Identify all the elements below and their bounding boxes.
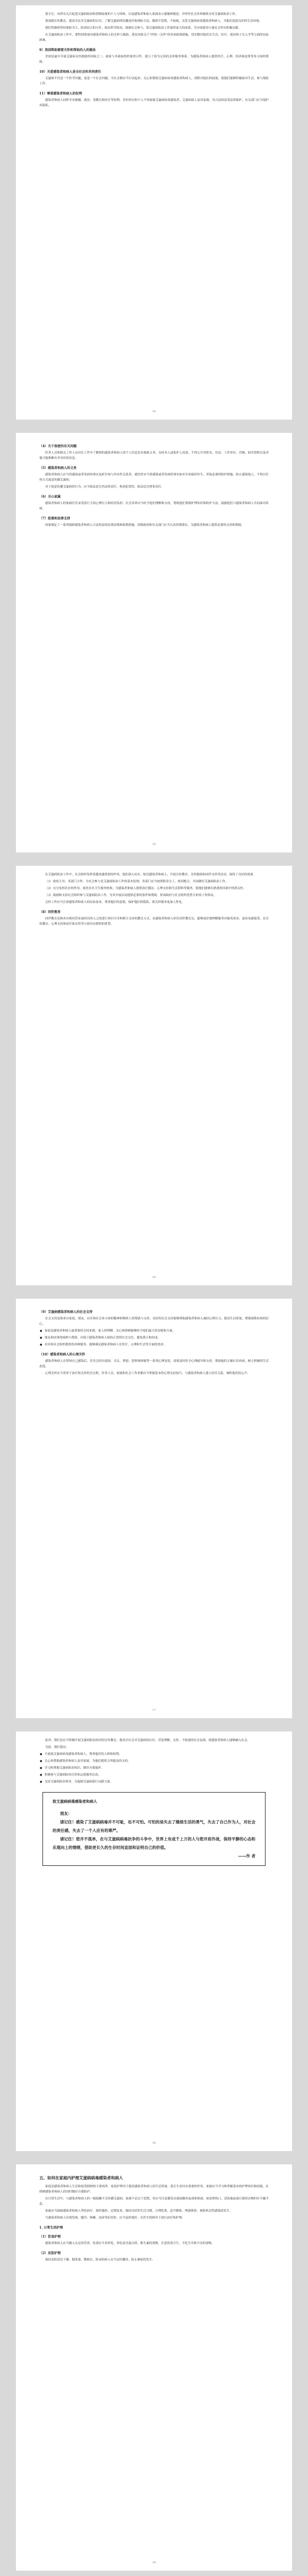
section-heading: 9）美国帮助需要关怀和帮助的人的做法 — [39, 48, 96, 52]
paragraph: 艾滋病不仅是一个医学问题，更是一个社会问题。全社会都应当行动起来，关心和帮助艾滋病病毒感染者和病人，消除对他们的歧视，使他们能够积极面对生活，参与预防工作。 — [39, 77, 269, 86]
document-page-6 — [16, 2164, 292, 2571]
bullet-item: ● 朋友和同事的接纳与帮助，有助于感染者和病人保持正常的社会交往，避免孤立和封闭。 — [39, 1335, 269, 1341]
paragraph: 要专注，向所有关注促进艾滋病防治和消除歧视的个人与团体，以及感染者和病人家属表示感谢和敬意，并呼吁社会各界继续支持艾滋病防治工作。 — [45, 13, 238, 16]
page-number: 14 — [152, 410, 156, 413]
page-number: 17 — [152, 1709, 156, 1712]
section-heading: 11）尊重感染者和病人的权利 — [39, 92, 82, 96]
bullet-item: ● 社区和社会组织提供的各种服务，能够满足感染者和病人在医疗、心理和生活等方面的需求。 — [39, 1342, 269, 1347]
paragraph: 医务人员和相关工作人员对在工作中了解到的感染者和病人的个人信息负有保密义务，未经本人或监护人同意，不得公开其姓名、住址、工作单位、肖像、病史资料以及其他可能推断出其身份的信息。 — [39, 451, 269, 460]
paragraph: 在日常生活中，与感染者和病人的一般接触不会传播艾滋病，家属不必过于恐慌，但应当注意避免直接接触其血液和体液，如处理伤口、清洗被血液污染的衣物时应当戴手套。 — [39, 2197, 269, 2206]
section-heading: （8）同伴教育 — [39, 910, 61, 914]
subsection-heading: （1）饮食护理 — [39, 2235, 61, 2239]
paragraph: 感染者和病人同样享有婚姻、就业、受教育和医疗等权利。任何单位和个人不得歧视艾滋病病毒感染者、艾滋病病人及其家属，其合法权益受法律保护，有关部门应当保护其隐私。 — [39, 99, 269, 107]
paragraph: 心理关怀应当贯穿于治疗和关怀的全过程，医务人员、家属和社会工作者都应当掌握基本的心理支持技巧，与感染者和病人建立信任关系，倾听他们的心声。 — [45, 1372, 250, 1375]
letter-title: 致艾滋病病毒感染者和病人 — [53, 1799, 97, 1804]
paragraph: 在艾滋病防治工作中，要特别重视对感染者和病人的关怀与救助，落实国家关于"四免一关怀"的各项政策措施，切实解决他们在生活、医疗、就业和子女入学等方面的实际困难。 — [39, 33, 269, 42]
paragraph: 感染者和病人的家属往往承受着巨大的心理压力和经济负担，社会各界应当给予他们理解和支持，帮助他们掌握护理知识和防护方法，鼓励他们与感染者和病人共同面对疾病。 — [39, 502, 269, 510]
paragraph: 当感染者和病人出现发热、腹泻、咳嗽、皮疹等症状时，应当及时就医，在医生的指导下进行治疗和护理。 — [45, 2216, 185, 2220]
document-page-1 — [16, 5, 292, 420]
bullet-item: ● 关心和帮助感染者和病人及其家属，为他们提供力所能及的支持。 — [39, 1759, 269, 1764]
bullet-item: ● 支持艾滋病防治事业，为遏制艾滋病流行贡献力量。 — [39, 1779, 269, 1785]
paragraph: 此外，我们还应当积极开展艾滋病防治知识的宣传教育，提高全社会对艾滋病的认识，营造理解、关怀、不歧视的社会氛围，使感染者和病人能够融入社会。 — [45, 1739, 250, 1742]
bullet-item: ● 不歧视艾滋病病毒感染者和病人，尊重他们的人格和权利。 — [39, 1752, 269, 1757]
paragraph: 感染者和病人在得知自己感染后，往往会经历震惊、否认、愤怒、恐惧和抑郁等一系列心理变化，需要及时给予心理疏导和支持，帮助他们正确认识疾病，树立积极的生活态度。 — [39, 1360, 269, 1368]
paragraph: 保持皮肤清洁干燥，勤洗澡、勤换衣，卧床的病人应当定时翻身，防止褥疮的发生。 — [45, 2258, 155, 2262]
document-page-3 — [16, 866, 292, 1285]
letter-line: 请记住！感染了艾滋病病毒并不可耻，也不可怕。可怕的是失去了继续生活的勇气，失去了自己作为人，对社会的责任感，失去了一个人应有的尊严。 — [53, 1820, 255, 1833]
paragraph: 在艾滋病防治工作中，社会组织发挥着越来越重要的作用，他们深入社区，贴近感染者和病人，开展宣传教育、关怀救助和同伴支持等活动，取得了良好的效果。 — [45, 873, 256, 876]
paragraph: 同伴教育是指具有相同背景或经历的人之间进行知识分享和相互支持的教育方式。由感染者和病人担任同伴教育员，能够更好地理解服务对象的需求，更容易被接受，在宣传教育、心理支持和治疗依从性等方面具有独特的优势。 — [39, 917, 269, 926]
paragraph: 感染者和病人应当摄入充足的营养，饮食应当多样化，多吃富含蛋白质、维生素的食物，注意饮食卫生，不吃生冷和不洁的食物。 — [45, 2242, 215, 2245]
section-heading: （4）关于保密的有关问题 — [39, 445, 77, 448]
chapter-heading: 五、如何在家庭内护理艾滋病病毒感染者和病人 — [39, 2176, 123, 2180]
section-heading: （10）感染者和病人的心理关怀 — [39, 1353, 85, 1357]
paragraph: 家庭是感染者和病人生活和接受照顾的主要场所，家庭护理对于提高感染者和病人的生活质量、延长生命具有重要的作用。家属应当学习和掌握基本的护理知识和技能，在照顾感染者和病人的同时做好自我防护。 — [39, 2185, 269, 2194]
paragraph: 对于故意传播艾滋病的行为，应当依法追究其法律责任，构成犯罪的，依法追究刑事责任。 — [45, 485, 164, 489]
page-number: 18 — [152, 2142, 156, 2145]
paragraph: 关怀工作应当注重感染者和病人的实际需求，尊重他们的意愿，保护他们的隐私，使关怀服务更加人性化。 — [45, 901, 185, 904]
section-heading: 10）关爱感染者和病人是全社会的共同责任 — [39, 70, 101, 74]
page-number: 16 — [152, 1276, 156, 1279]
paragraph: 感染者和病人应当将感染或者发病的事实及时告知与其有性关系者，就医时应当将感染或者发病的事实如实告知接诊医生，采取必要的防护措施，防止感染他人，不得以任何方式故意传播艾滋病。 — [39, 473, 269, 482]
letter-signature: ——作 者 — [238, 1854, 255, 1858]
paragraph: 为此，我们倡议： — [45, 1746, 69, 1749]
letter-line: 请记住！您并不孤单，在与艾滋病病毒抗争的斗争中，世界上有成千上万的人与您并肩作战，保持平静的心态和乐观向上的情绪，借助更长久的生存时间直面和证明自己的价值。 — [53, 1837, 255, 1850]
page-number: 19 — [152, 2561, 156, 2564]
bullet-item: ● 学习和掌握艾滋病防治知识，做好自我保护。 — [39, 1765, 269, 1771]
page-number: 15 — [152, 843, 156, 846]
paragraph: 家属应当鼓励感染者和病人坚持治疗，按时服药，定期复查，保持良好的生活习惯，合理饮食，适当锻炼，增强体质，预防机会性感染的发生。 — [45, 2210, 233, 2213]
paragraph: （3）鼓励和支持社会组织参与艾滋病防治工作，为其开展活动提供必要的条件和帮助，形成政府与社会组织优势互补的工作格局。 — [45, 894, 217, 897]
letter-box — [42, 1792, 266, 1866]
bullet-item: ● 积极参与艾滋病防治宣传和志愿服务活动。 — [39, 1772, 269, 1778]
document-page-2 — [16, 433, 292, 852]
paragraph: 我们将继续坚持预防为主、防治结合的方针，依法科学防治，鼓励社会参与，使艾滋病防治工作取得更大的成效，为全面建设小康社会作出积极贡献。 — [45, 27, 242, 30]
paragraph: （2）充分发挥社区的作用，依托社区卫生服务机构，为感染者和病人提供治疗随访、心理支持和生活照料等服务，使他们能够在熟悉的环境中得到关怀。 — [45, 887, 246, 890]
paragraph: 美国是最早开展艾滋病关怀救助的国家之一，政府与非政府组织密切合作，建立了较为完善的关怀服务体系，为感染者和病人提供医疗、心理、经济和法律等多方面的帮助。 — [39, 55, 269, 64]
section-heading: （7）政策和法律支持 — [39, 517, 71, 521]
paragraph: 要加强宣传教育，提高全民对艾滋病的认识，了解艾滋病的传播途径和预防方法，做到不恐慌、不歧视，关爱艾滋病病毒感染者和病人，为他们创造良好的生活环境。 — [45, 20, 262, 23]
paragraph: 社会支持是指来自家庭、朋友、社区和社会各方面的精神和物质上的帮助与支持，良好的社会支持能够帮助感染者和病人减轻心理压力，提高生活质量，增强战胜疾病的信心。 — [39, 1317, 269, 1326]
section-heading: （5）感染者和病人的义务 — [39, 466, 77, 470]
section-heading: （6）关心家属 — [39, 495, 61, 499]
bullet-item: ● 家庭是感染者和病人最重要的支持来源，家人的理解、关心和照顾能够给予他们最大的安慰和力量。 — [39, 1328, 269, 1334]
document-page-5 — [16, 1731, 292, 2151]
letter-line: 朋友： — [60, 1811, 72, 1816]
subsection-heading: （2）皮肤护理 — [39, 2251, 61, 2255]
paragraph: （1）政府主导、多部门合作、全社会参与是艾滋病防治工作的基本原则，各部门应当按照职责分工，密切配合，共同做好艾滋病防治工作。 — [45, 880, 228, 883]
section-heading: 1. 日常生活护理 — [39, 2226, 63, 2230]
section-heading: （9）艾滋病感染者和病人的社会支持 — [39, 1310, 93, 1314]
paragraph: 国家制定了一系列保障感染者和病人合法权益的法律法规和政策措施，各级政府和有关部门应当认真贯彻落实，为感染者和病人提供必要的支持和帮助。 — [45, 524, 244, 527]
document-page-4 — [16, 1299, 292, 1718]
